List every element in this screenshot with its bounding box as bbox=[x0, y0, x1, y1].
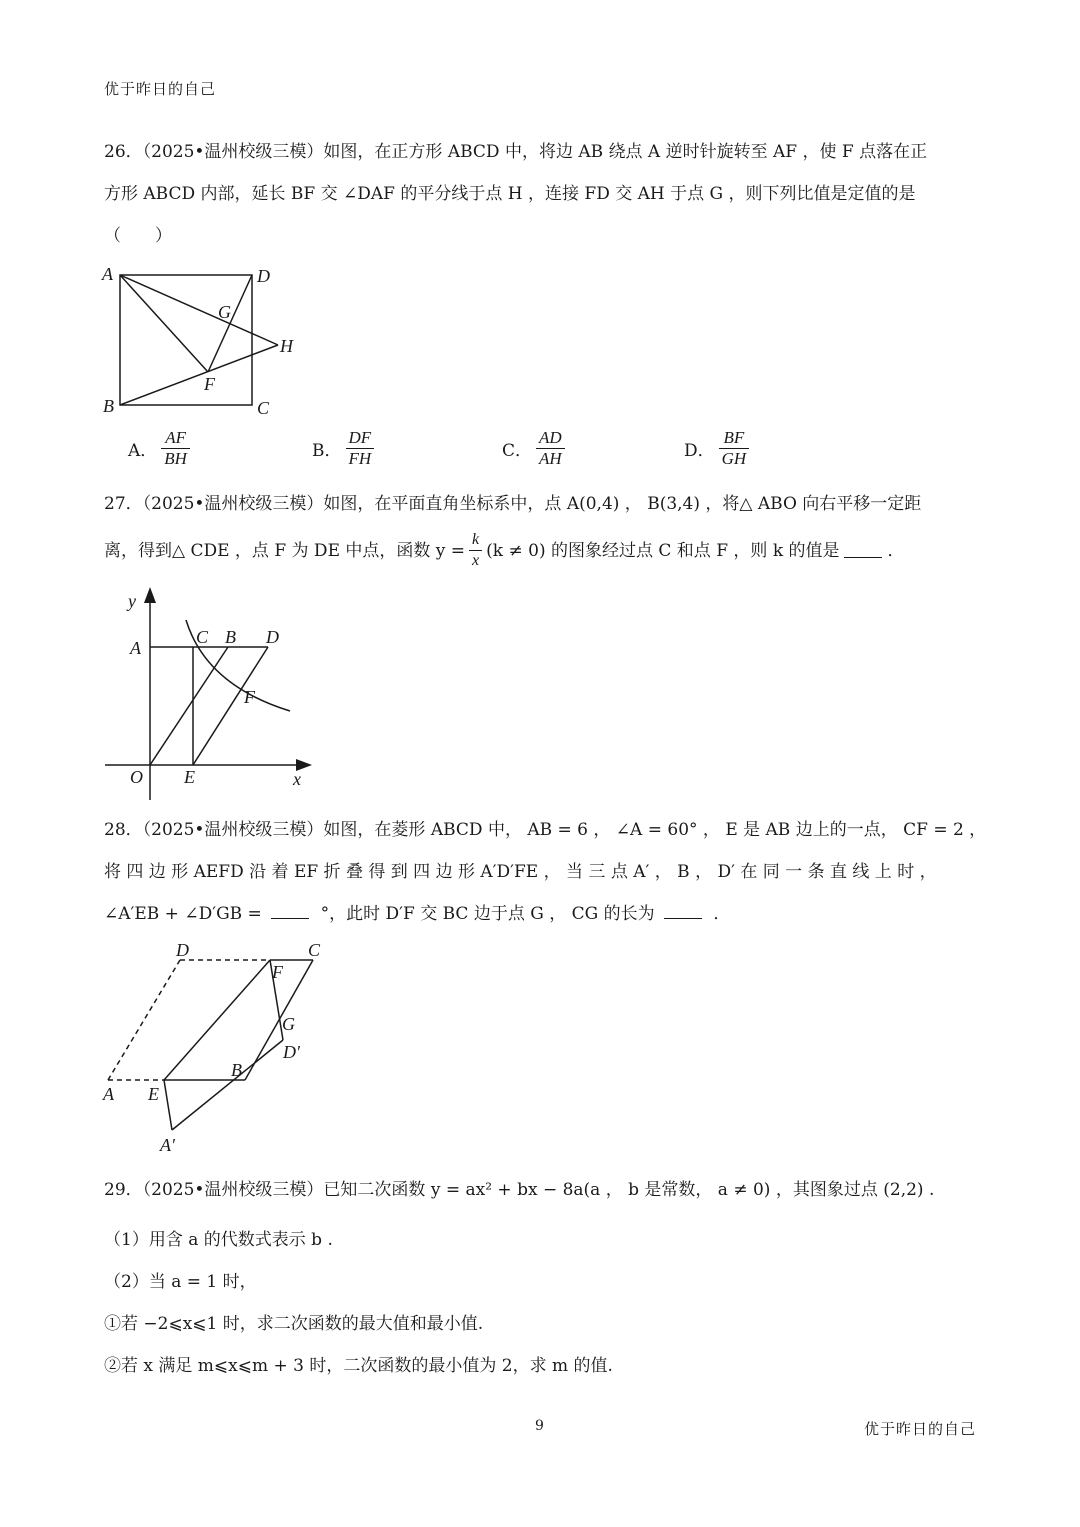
q26-figure bbox=[100, 262, 310, 422]
q28-line1: 28．（2025•温州校级三模）如图，在菱形 ABCD 中， AB = 6 ， ∠A = 60° ， E 是 AB 边上的一点， CF = 2 ， bbox=[104, 820, 987, 840]
q29-sub1: （1）用含 a 的代数式表示 b . bbox=[104, 1230, 333, 1250]
q29-sub2-ii: ②若 x 满足 m⩽x⩽m + 3 时，二次函数的最小值为 2，求 m 的值. bbox=[104, 1356, 613, 1376]
q28-label-a2: A′ bbox=[160, 1135, 175, 1155]
q26-option-a-fraction: $\frac{AF}{BH}$ bbox=[161, 428, 190, 469]
q28-line2: 将 四 边 形 AEFD 沿 着 EF 折 叠 得 到 四 边 形 A′D′FE ， 当 三 点 A′ ， B ， D′ 在 同 一 条 直 线 上 时 ， bbox=[104, 862, 937, 882]
q26-label-b: B bbox=[103, 396, 114, 416]
q27-label-o: O bbox=[130, 767, 143, 787]
q26-option-b-letter: B． bbox=[312, 441, 342, 461]
q28-label-d: D bbox=[176, 940, 189, 960]
q26-option-c-fraction: $\frac{AD}{AH}$ bbox=[536, 428, 565, 469]
q27-label-y: y bbox=[128, 591, 136, 611]
q29-line1: 29．（2025•温州校级三模）已知二次函数 y = ax² + bx − 8a(a ， b 是常数， a ≠ 0) ，其图象过点 (2,2) . bbox=[104, 1180, 935, 1200]
q29-sub2: （2）当 a = 1 时， bbox=[104, 1272, 257, 1292]
q26-option-c-letter: C． bbox=[502, 441, 533, 461]
q26-label-h: H bbox=[280, 336, 293, 356]
q26-option-d-letter: D． bbox=[684, 441, 715, 461]
q28-label-g: G bbox=[282, 1014, 295, 1034]
footer-motto: 优于昨日的自己 bbox=[864, 1420, 977, 1438]
q26-line-bh bbox=[120, 345, 278, 405]
q27-line-ed bbox=[193, 647, 268, 765]
q27-line2-end: (k ≠ 0) 的图象经过点 C 和点 F ，则 k 的值是 bbox=[486, 540, 840, 561]
q27-figure bbox=[100, 585, 315, 805]
q27-line2-start: 离，得到△ CDE ，点 F 为 DE 中点，函数 y = bbox=[104, 540, 466, 561]
q28-line3-start: ∠A′EB + ∠D′GB = bbox=[104, 904, 262, 924]
q26-line-ah bbox=[120, 275, 278, 345]
q28-line-ea2 bbox=[164, 1080, 172, 1130]
q27-line-ob bbox=[150, 647, 228, 765]
q26-option-b-fraction: $\frac{DF}{FH}$ bbox=[346, 428, 375, 469]
q26-option-a-letter: A． bbox=[128, 441, 158, 461]
q27-answer-blank[interactable] bbox=[844, 543, 882, 558]
q28-line-ef bbox=[164, 960, 270, 1080]
q26-label-d: D bbox=[257, 266, 270, 286]
q28-line3-period: ． bbox=[713, 904, 731, 924]
q26-option-d-fraction: $\frac{BF}{GH}$ bbox=[719, 428, 750, 469]
q28-line3-mid: °，此时 D′F 交 BC 边于点 G ， CG 的长为 bbox=[320, 904, 655, 924]
q26-label-c: C bbox=[257, 398, 270, 418]
q27-y-arrow bbox=[144, 587, 156, 603]
q26-option-a[interactable] bbox=[128, 428, 194, 469]
q28-figure bbox=[100, 938, 335, 1163]
q27-label-b: B bbox=[225, 627, 236, 647]
q28-length-blank[interactable] bbox=[664, 904, 702, 919]
q26-line-af bbox=[120, 275, 208, 372]
q27-line1: 27．（2025•温州校级三模）如图，在平面直角坐标系中，点 A(0,4) ， B(3,4) ，将△ ABO 向右平移一定距 bbox=[104, 494, 922, 514]
q27-label-x: x bbox=[293, 769, 301, 789]
q28-line3 bbox=[104, 902, 730, 926]
q26-option-b[interactable] bbox=[312, 428, 378, 469]
q27-label-c: C bbox=[196, 627, 209, 647]
q26-square bbox=[120, 275, 252, 405]
q28-label-f: F bbox=[272, 962, 283, 982]
q26-label-a: A bbox=[102, 264, 113, 284]
q26-line1: 26．（2025•温州校级三模）如图，在正方形 ABCD 中，将边 AB 绕点 A 逆时针旋转至 AF ，使 F 点落在正 bbox=[104, 142, 928, 162]
header-motto: 优于昨日的自己 bbox=[104, 80, 217, 98]
q26-line2: 方形 ABCD 内部，延长 BF 交 ∠DAF 的平分线于点 H ，连接 FD 交 AH 于点 G ，则下列比值是定值的是 bbox=[104, 184, 916, 204]
q26-label-g: G bbox=[218, 302, 231, 322]
q28-angle-blank[interactable] bbox=[271, 904, 309, 919]
q28-label-c: C bbox=[308, 940, 321, 960]
q26-option-d[interactable] bbox=[684, 428, 753, 469]
q26-line3: （ ） bbox=[104, 226, 172, 246]
q27-fraction: $\frac{k}{x}$ bbox=[469, 530, 482, 571]
q27-line2 bbox=[104, 530, 905, 571]
q28-label-d2: D′ bbox=[283, 1042, 300, 1062]
q28-label-e: E bbox=[148, 1084, 159, 1104]
q29-sub2-i: ①若 −2⩽x⩽1 时，求二次函数的最大值和最小值. bbox=[104, 1314, 484, 1334]
q28-label-b: B bbox=[231, 1060, 242, 1080]
q27-label-d: D bbox=[266, 627, 279, 647]
page-number: 9 bbox=[535, 1418, 544, 1434]
q26-option-c[interactable] bbox=[502, 428, 569, 469]
q27-line2-period: ． bbox=[887, 540, 905, 561]
q27-label-a: A bbox=[130, 638, 141, 658]
q26-label-f: F bbox=[204, 374, 215, 394]
q27-label-f: F bbox=[244, 687, 255, 707]
q28-label-a: A bbox=[103, 1084, 114, 1104]
q28-line-a2d2 bbox=[172, 1040, 283, 1130]
q28-dash-da bbox=[108, 960, 180, 1080]
q27-label-e: E bbox=[184, 767, 195, 787]
